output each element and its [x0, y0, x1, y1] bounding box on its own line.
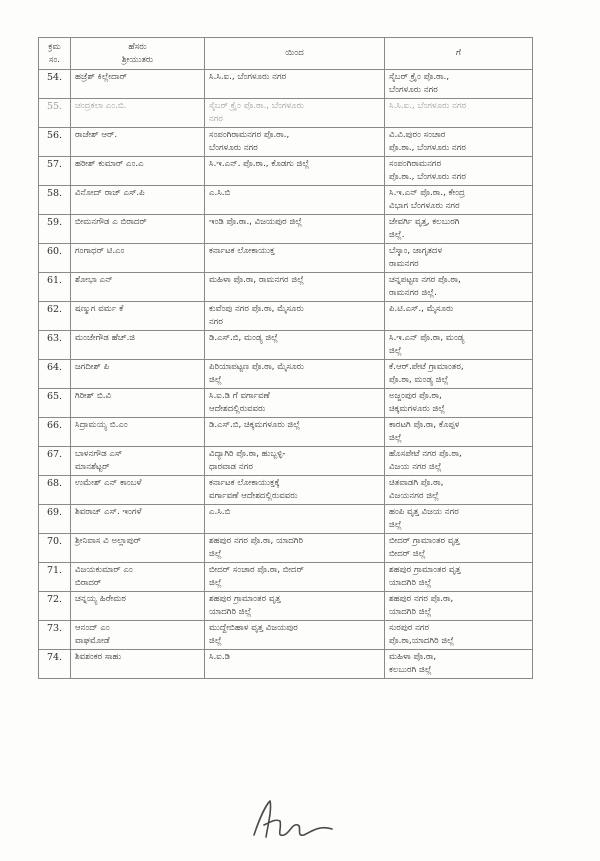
table-row — [39, 592, 533, 621]
to-cell: ಸೈಬರ್ ಕ್ರೈಂ ಪೊ.ಠಾ., ಬೆಂಗಳೂರು ನಗರ — [385, 70, 533, 99]
table-row — [39, 273, 533, 302]
serial-cell: 69. — [39, 505, 71, 534]
table-row — [39, 650, 533, 679]
name-cell: ರಾಜೇಶ್ ಆರ್. — [71, 128, 205, 157]
name-cell: ಶೋಭಾ ಎನ್ — [71, 273, 205, 302]
name-cell: ಗಂಗಾಧರ್ ಟಿ.ಎಂ — [71, 244, 205, 273]
to-cell: ವಿ.ವಿ.ಪುರಂ ಸಂಚಾರ ಪೊ.ಠಾ., ಬೆಂಗಳೂರು ನಗರ — [385, 128, 533, 157]
serial-cell: 55. — [39, 99, 71, 128]
serial-cell: 60. — [39, 244, 71, 273]
table-row — [39, 418, 533, 447]
table-row — [39, 447, 533, 476]
serial-cell: 56. — [39, 128, 71, 157]
serial-cell: 73. — [39, 621, 71, 650]
to-cell: ಸಂಪಂಗಿರಾಮನಗರ ಪೊ.ಠಾ., ಬೆಂಗಳೂರು ನಗರ — [385, 157, 533, 186]
to-cell: ಬೆಸ್ಕಾಂ, ಜಾಗೃತದಳ ರಾಮನಗರ — [385, 244, 533, 273]
name-cell: ಷಣ್ಮುಗ ವರ್ಮ ಕೆ — [71, 302, 205, 331]
serial-cell: 67. — [39, 447, 71, 476]
signature — [246, 795, 336, 845]
serial-cell: 64. — [39, 360, 71, 389]
serial-cell: 74. — [39, 650, 71, 679]
name-cell: ಹರೀಶ್ ಕುಮಾರ್ ಎಂ.ಎ — [71, 157, 205, 186]
from-cell: ಎ.ಸಿ.ಬಿ — [205, 505, 385, 534]
table-row — [39, 331, 533, 360]
to-cell: ಹಂಪಿ ವೃತ್ತ ವಿಜಯ ನಗರ ಜಿಲ್ಲೆ — [385, 505, 533, 534]
to-cell: ಅಜ್ಜಂಪುರ ಪೊ.ಠಾ, ಚಿಕ್ಕಮಗಳೂರು ಜಿಲ್ಲೆ — [385, 389, 533, 418]
table-row — [39, 534, 533, 563]
from-cell: ಸೈಬರ್ ಕ್ರೈಂ ಪೊ.ಠಾ., ಬೆಂಗಳೂರು ನಗರ — [205, 99, 385, 128]
from-cell: ಸಿ.ಐ.ಡಿ ಗೆ ವರ್ಗಾವಣೆ ಆದೇಶದಲ್ಲಿರುವವರು — [205, 389, 385, 418]
table-row — [39, 128, 533, 157]
col-header-from: ಯಿಂದ — [205, 38, 385, 70]
serial-cell: 63. — [39, 331, 71, 360]
from-cell: ಬೀದರ್ ಸಂಚಾರ ಪೊ.ಠಾ, ಬೀದರ್ ಜಿಲ್ಲೆ — [205, 563, 385, 592]
name-cell: ಆನಂದ್ ಎಂ ವಾಘಮೋಡೆ — [71, 621, 205, 650]
from-cell: ಮುದ್ದೇಬಿಹಾಳ ವೃತ್ತ ವಿಜಯಪುರ ಜಿಲ್ಲೆ — [205, 621, 385, 650]
name-cell: ವಿಜಯಕುಮಾರ್ ಎಂ ಬಿರಾದರ್ — [71, 563, 205, 592]
from-cell: ಸಿ.ಐ.ಡಿ — [205, 650, 385, 679]
serial-cell: 71. — [39, 563, 71, 592]
name-cell: ಗಿರೀಶ್ ಬಿ.ವಿ — [71, 389, 205, 418]
to-cell: ಜೇವರ್ಗಿ ವೃತ್ತ, ಕಲಬುರಗಿ ಜಿಲ್ಲೆ. — [385, 215, 533, 244]
to-cell: ಚಿತವಾಡಗಿ ಪೊ.ಠಾ, ವಿಜಯನಗರ ಜಿಲ್ಲೆ — [385, 476, 533, 505]
serial-cell: 66. — [39, 418, 71, 447]
from-cell: ಶಹಪುರ ನಗರ ಪೊ.ಠಾ, ಯಾದಗಿರಿ ಜಿಲ್ಲೆ — [205, 534, 385, 563]
transfer-table — [38, 37, 533, 679]
to-cell: ಸಿ.ಇ.ಎನ್ ಪೊ.ಠಾ, ಮಂಡ್ಯ ಜಿಲ್ಲೆ — [385, 331, 533, 360]
to-cell: ಸಿ.ಸಿ.ಐ., ಬೆಂಗಳೂರು ನಗರ — [385, 99, 533, 128]
name-cell: ಚಂದ್ರಕಲಾ ಎಂ.ಬಿ. — [71, 99, 205, 128]
table-row — [39, 244, 533, 273]
to-cell: ಪಿ.ಟಿ.ಎಸ್., ಮೈಸೂರು — [385, 302, 533, 331]
name-cell: ಶಿವರಾಜ್ ಎಸ್. ಇಂಗಳೆ — [71, 505, 205, 534]
from-cell: ವಿದ್ಯಾಗಿರಿ ಪೊ.ಠಾ, ಹುಬ್ಬಳ್ಳಿ- ಧಾರವಾಡ ನಗರ — [205, 447, 385, 476]
table-row — [39, 476, 533, 505]
serial-cell: 59. — [39, 215, 71, 244]
name-cell: ಉಮೇಶ್ ಎನ್ ಕಾಂಬಳೆ — [71, 476, 205, 505]
name-cell: ಚನ್ನಯ್ಯ ಹಿರೇಮಠ — [71, 592, 205, 621]
from-cell: ಶಹಪುರ ಗ್ರಾಮಾಂತರ ವೃತ್ತ ಯಾದಗಿರಿ ಜಿಲ್ಲೆ — [205, 592, 385, 621]
from-cell: ಮಹಿಳಾ ಪೊ.ಠಾ, ರಾಮನಗರ ಜಿಲ್ಲೆ — [205, 273, 385, 302]
from-cell: ಕರ್ನಾಟಕ ಲೋಕಾಯುಕ್ತಕ್ಕೆ ವರ್ಗಾವಣೆ ಆದೇಶದಲ್ಲಿರುವವರು — [205, 476, 385, 505]
table-row — [39, 505, 533, 534]
serial-cell: 65. — [39, 389, 71, 418]
col-header-name: ಹೆಸರು ಶ್ರೀಯುತರು — [71, 38, 205, 70]
to-cell: ಶಹಪುರ ಗ್ರಾಮಾಂತರ ವೃತ್ತ ಯಾದಗಿರಿ ಜಿಲ್ಲೆ — [385, 563, 533, 592]
name-cell: ಸಿದ್ರಾಮಯ್ಯ ಬಿ.ಎಂ — [71, 418, 205, 447]
serial-cell: 70. — [39, 534, 71, 563]
table-row — [39, 302, 533, 331]
serial-cell: 68. — [39, 476, 71, 505]
from-cell: ಎ.ಸಿ.ಬಿ — [205, 186, 385, 215]
to-cell: ಮಹಿಳಾ ಪೊ.ಠಾ, ಕಲಬುರಗಿ ಜಿಲ್ಲೆ — [385, 650, 533, 679]
from-cell: ಡಿ.ಎಸ್.ಬಿ, ಮಂಡ್ಯ ಜಿಲ್ಲೆ — [205, 331, 385, 360]
table-row — [39, 621, 533, 650]
serial-cell: 61. — [39, 273, 71, 302]
from-cell: ಡಿ.ಎಸ್.ಬಿ, ಚಿಕ್ಕಮಗಳೂರು ಜಿಲ್ಲೆ — [205, 418, 385, 447]
table-row — [39, 563, 533, 592]
from-cell: ಕುವೆಂಪು ನಗರ ಪೊ.ಠಾ, ಮೈಸೂರು ನಗರ — [205, 302, 385, 331]
serial-cell: 54. — [39, 70, 71, 99]
table-row — [39, 70, 533, 99]
name-cell: ಜಗದೀಶ್ ಪಿ — [71, 360, 205, 389]
from-cell: ಪಿರಿಯಾಪಟ್ಟಣ ಪೊ.ಠಾ, ಮೈಸೂರು ಜಿಲ್ಲೆ — [205, 360, 385, 389]
from-cell: ಸಿ.ಸಿ.ಐ., ಬೆಂಗಳೂರು ನಗರ — [205, 70, 385, 99]
name-cell: ಬಾಳನಗೌಡ ಎಸ್ ಮಾನಶೆಟ್ಟರ್ — [71, 447, 205, 476]
table-row — [39, 99, 533, 128]
name-cell: ಶ್ರೀನಿವಾಸ ವಿ ಅಲ್ಲಾಪುರ್ — [71, 534, 205, 563]
to-cell: ಕಾರಟಗಿ ಪೊ.ಠಾ, ಕೊಪ್ಪಳ ಜಿಲ್ಲೆ — [385, 418, 533, 447]
name-cell: ಮಂಜೇಗೌಡ ಹೆಚ್.ಜಿ — [71, 331, 205, 360]
to-cell: ಶಹಪುರ ನಗರ ಪೊ.ಠಾ, ಯಾದಗಿರಿ ಜಿಲ್ಲೆ — [385, 592, 533, 621]
name-cell: ಶಿವಶಂಕರ ಸಾಹು — [71, 650, 205, 679]
to-cell: ಬೀದರ್ ಗ್ರಾಮಾಂತರ ವೃತ್ತ ಬೀದರ್ ಜಿಲ್ಲೆ — [385, 534, 533, 563]
from-cell: ಸಂಪಂಗಿರಾಮನಗರ ಪೊ.ಠಾ., ಬೆಂಗಳೂರು ನಗರ — [205, 128, 385, 157]
table-row — [39, 215, 533, 244]
from-cell: ಸಿ.ಇ.ಎನ್. ಪೊ.ಠಾ., ಕೊಡಗು ಜಿಲ್ಲೆ — [205, 157, 385, 186]
to-cell: ಸಿ.ಇ.ಎನ್ ಪೊ.ಠಾ., ಕೇಂದ್ರ ವಿಭಾಗ ಬೆಂಗಳೂರು ನಗರ — [385, 186, 533, 215]
to-cell: ಹೊಸಪೇಟೆ ನಗರ ಪೊ.ಠಾ, ವಿಜಯ ನಗರ ಜಿಲ್ಲೆ — [385, 447, 533, 476]
table-row — [39, 360, 533, 389]
table-row — [39, 157, 533, 186]
table-header — [39, 38, 533, 70]
col-header-to: ಗೆ — [385, 38, 533, 70]
table-row — [39, 186, 533, 215]
serial-cell: 62. — [39, 302, 71, 331]
to-cell: ಸುರಪುರ ನಗರ ಪೊ.ಠಾ,ಯಾದಗಿರಿ ಜಿಲ್ಲೆ — [385, 621, 533, 650]
name-cell: ಬೀಮನಗೌಡ ಎ ಬಿರಾದರ್ — [71, 215, 205, 244]
serial-cell: 58. — [39, 186, 71, 215]
table-body — [39, 70, 533, 679]
to-cell: ಕೆ.ಆರ್.ಪೇಟೆ ಗ್ರಾಮಾಂತರ, ಪೊ.ಠಾ, ಮಂಡ್ಯ ಜಿಲ್ಲೆ — [385, 360, 533, 389]
table-row — [39, 389, 533, 418]
from-cell: ಕರ್ನಾಟಕ ಲೋಕಾಯುಕ್ತ — [205, 244, 385, 273]
from-cell: ಇಂಡಿ ಪೊ.ಠಾ., ವಿಜಯಪುರ ಜಿಲ್ಲೆ — [205, 215, 385, 244]
serial-cell: 72. — [39, 592, 71, 621]
name-cell: ವಿನೋದ್ ರಾಜ್ ಎಸ್.ಪಿ — [71, 186, 205, 215]
col-header-serial: ಕ್ರಮ ಸಂ. — [39, 38, 71, 70]
name-cell: ಹಜ್ರೆಶ್ ಕಿಲ್ಲೇದಾರ್ — [71, 70, 205, 99]
to-cell: ಚನ್ನಪಟ್ಟಣ ನಗರ ಪೊ.ಠಾ, ರಾಮನಗರ ಜಿಲ್ಲೆ. — [385, 273, 533, 302]
serial-cell: 57. — [39, 157, 71, 186]
